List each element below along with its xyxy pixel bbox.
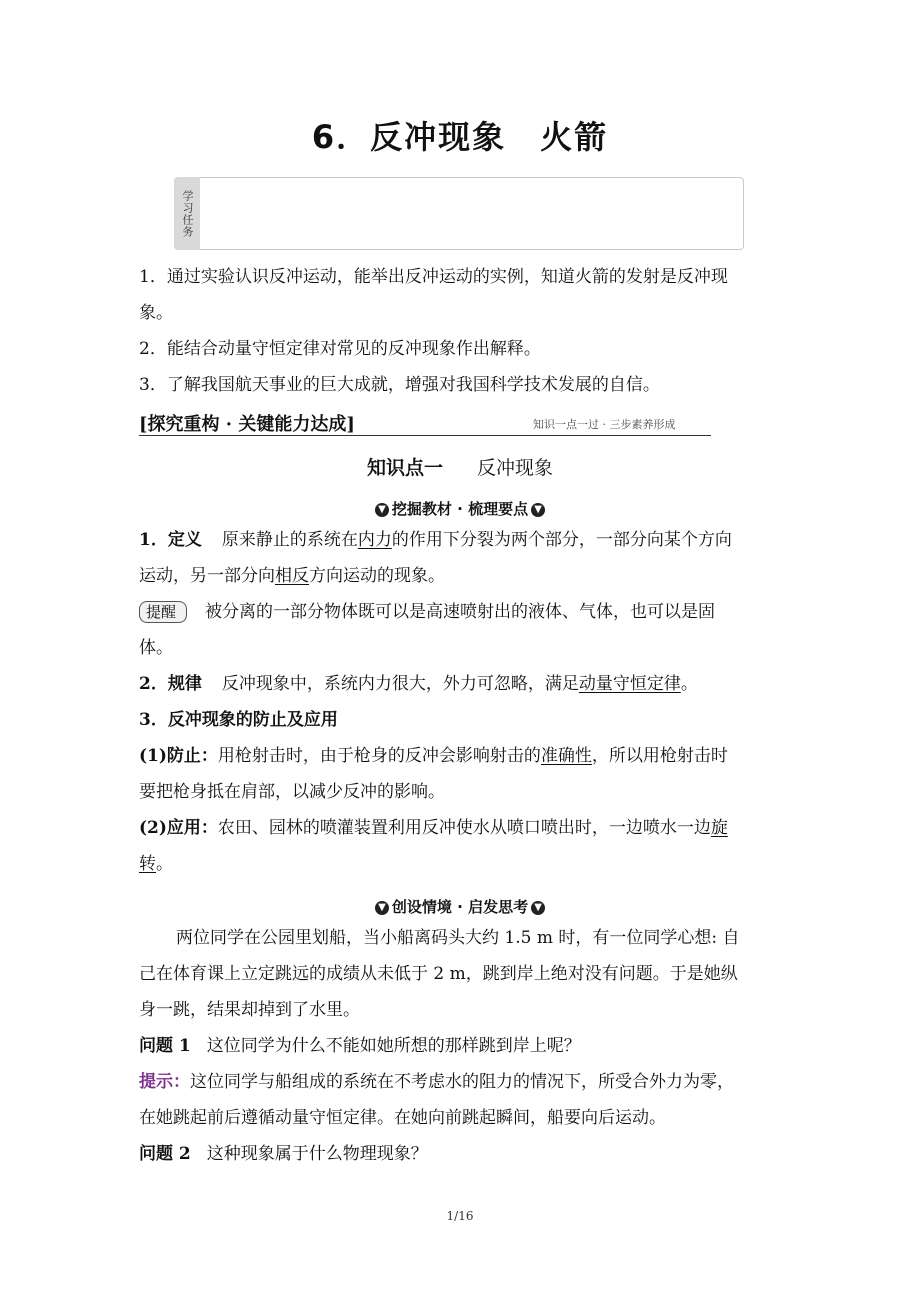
definition-line-1: 1．定义 原来静止的系统在内力的作用下分裂为两个部分，一部分向某个方向 [139,530,732,550]
prevent-line-1: (1)防止：用枪射击时，由于枪身的反冲会影响射击的准确性，所以用枪射击时 [139,746,728,766]
section-header-title: [探究重构 · 关键能力达成] [139,414,355,435]
banner-textbook: ▼ 挖掘教材 · 梳理要点 ▼ [0,498,920,519]
law-line: 2．规律 反冲现象中，系统内力很大，外力可忽略，满足动量守恒定律。 [139,674,698,694]
tip-badge: 提醒 [139,601,187,623]
page-number: 1/16 [446,1209,474,1223]
story-line-1: 两位同学在公园里划船，当小船离码头大约 1.5 m 时，有一位同学心想: 自 [176,928,740,948]
goal-3: 3．了解我国航天事业的巨大成就，增强对我国科学技术发展的自信。 [139,375,660,395]
page-title: 6．反冲现象 火箭 [311,118,609,156]
tip-line-1: 提醒 被分离的一部分物体既可以是高速喷射出的液体、气体，也可以是固 [139,600,784,624]
question-1: 问题 1 这位同学为什么不能如她所想的那样跳到岸上呢？ [139,1036,581,1056]
chevron-down-icon: ▼ [375,503,389,517]
definition-line-2: 运动，另一部分向相反方向运动的现象。 [139,566,445,586]
chevron-down-icon: ▼ [531,503,545,517]
chevron-down-icon: ▼ [375,901,389,915]
story-line-3: 身一跳，结果却掉到了水里。 [139,1000,360,1020]
goal-1-cont: 象。 [139,303,173,323]
apply-line-2: 转。 [139,854,173,874]
chevron-down-icon: ▼ [531,901,545,915]
goal-1: 1．通过实验认识反冲运动，能举出反冲运动的实例，知道火箭的发射是反冲现 [139,267,728,287]
prevent-line-2: 要把枪身抵在肩部，以减少反冲的影响。 [139,782,445,802]
hint-line-2: 在她跳起前后遵循动量守恒定律。在她向前跳起瞬间，船要向后运动。 [139,1108,666,1128]
learning-task-tab: 学习任务 [174,177,200,250]
question-2: 问题 2 这种现象属于什么物理现象？ [139,1144,428,1164]
knowledge-point-label: 知识点一 [366,457,443,479]
learning-task-box [174,177,744,250]
goal-2: 2．能结合动量守恒定律对常见的反冲现象作出解释。 [139,339,541,359]
knowledge-point-title [0,453,920,480]
apply-line-1: (2)应用：农田、园林的喷灌装置利用反冲使水从喷口喷出时，一边喷水一边旋 [139,818,728,838]
prevent-apply-heading: 3．反冲现象的防止及应用 [139,710,338,730]
section-header-subtitle: 知识一点一过 · 三步素养形成 [533,418,676,431]
hint-line-1: 提示：这位同学与船组成的系统在不考虑水的阻力的情况下，所受合外力为零， [139,1072,734,1092]
knowledge-point-name: 反冲现象 [477,457,554,479]
banner-scenario: ▼ 创设情境 · 启发思考 ▼ [0,896,920,917]
tip-line-2: 体。 [139,638,173,658]
story-line-2: 己在体育课上立定跳远的成绩从未低于 2 m，跳到岸上绝对没有问题。于是她纵 [139,964,738,984]
